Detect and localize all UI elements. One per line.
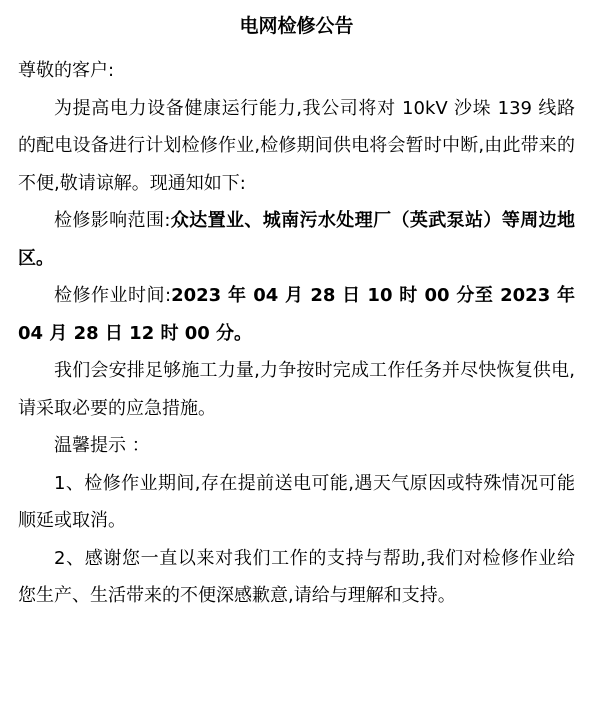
notice-title: 电网检修公告	[239, 15, 354, 37]
time-paragraph	[18, 277, 575, 352]
scope-label: 检修影响范围:	[54, 210, 171, 231]
intro-paragraph: 为提高电力设备健康运行能力,我公司将对 10kV 沙垛 139 线路的配电设备进行计划检修作业,检修期间供电将会暂时中断,由此带来的不便,敬请谅解。现通知如下:	[18, 97, 575, 194]
greeting: 尊敬的客户:	[18, 60, 115, 81]
scope-paragraph	[18, 202, 575, 277]
time-label: 检修作业时间:	[54, 285, 172, 306]
tip-item-1: 1、检修作业期间,存在提前送电可能,遇天气原因或特殊情况可能顺延或取消。	[18, 472, 575, 531]
tip-item-2: 2、感谢您一直以来对我们工作的支持与帮助,我们对检修作业给您生产、生活带来的不便深感歉意,请给与理解和支持。	[18, 547, 575, 606]
commitment-paragraph: 我们会安排足够施工力量,力争按时完成工作任务并尽快恢复供电,请采取必要的应急措施。	[18, 360, 575, 419]
scope-value: 众达置业、城南污水处理厂（英武泵站）等周边地区。	[18, 210, 575, 269]
time-value: 2023 年 04 月 28 日 10 时 00 分至 2023 年 04 月 28 日 12 时 00 分。	[18, 285, 575, 344]
tips-heading: 温馨提示 ：	[54, 435, 150, 456]
